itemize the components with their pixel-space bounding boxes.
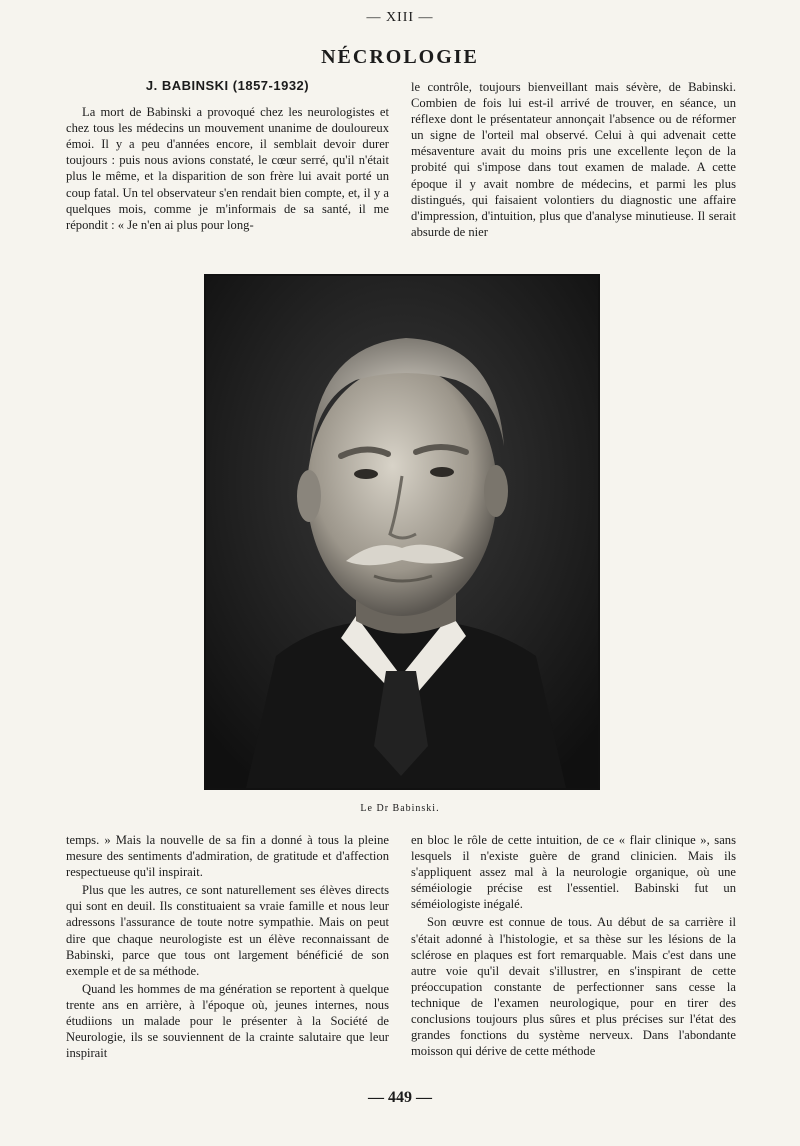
portrait-photo xyxy=(204,274,600,790)
column-top-left xyxy=(66,78,389,233)
paragraph: Quand les hommes de ma génération se reportent à quelque trente ans en arrière, à l'époque où, jeunes internes, nous étudiions un malade pour le présenter à la Société de Neurologie, ils se souviennent de la crainte salutaire que leur inspirait xyxy=(66,981,389,1061)
photo-caption: Le Dr Babinski. xyxy=(360,803,440,814)
column-bottom-right xyxy=(411,832,736,1059)
paragraph-continuation: le contrôle, toujours bienveillant mais sévère, de Babinski. Combien de fois lui est-il arrivé de trouver, en séance, un réflexe dont le présentateur annonçait l'absence ou de réformer un signe de l'orteil mal observé. Celui à qui advenait cette mésaventure avait du moins pris une excellente leçon de la probité qui s'impose dans tout examen de malade. A cette époque il y avait nombre de médecins, et parmi les plus distingués, qui faisaient volontiers du diagnostic une affaire d'impression, d'intuition, plus que d'analyse minutieuse. Il serait absurde de nier xyxy=(411,80,736,239)
roman-page-number: — XIII — xyxy=(366,10,434,25)
page-number: — 449 — xyxy=(368,1089,432,1106)
paragraph: Son œuvre est connue de tous. Au début de sa carrière il s'était adonné à l'histologie, et sa thèse sur les lésions de la sclérose en plaques est fort remarquable. Mais c'est dans une autre voie qu'il devait s'illustrer, en s'inspirant de cette préoccupation constante de perfectionner sans cesse la technique de l'examen neurologique, pour en tirer des conclusions toujours plus sûres et plus précises sur l'état des grandes fonctions du système nerveux. Dans l'abondante moisson qui dérive de cette méthode xyxy=(411,915,736,1059)
article-heading: J. BABINSKI (1857-1932) xyxy=(145,78,310,93)
portrait-illustration xyxy=(206,276,598,788)
column-top-right xyxy=(411,79,736,240)
paragraph-intro: La mort de Babinski a provoqué chez les neurologistes et chez tous les médecins un mouvement unanime de douloureux émoi. Il y a peu d'années encore, il semblait devoir durer toujours : puis nous avions constaté, le cœur serré, qu'il n'était plus le même, et la disparition de son frère lui avait porté un coup fatal. Un tel observateur s'en rendait bien compte, et, il y a quelques mois, comme je m'informais de sa santé, il me répondit : « Je n'en ai plus pour long- xyxy=(66,105,389,232)
section-title: NÉCROLOGIE xyxy=(321,46,479,68)
paragraph: Plus que les autres, ce sont naturellement ses élèves directs qui sont en deuil. Ils constituaient sa vraie famille et nous leur adressons l'assurance de toute notre sympathie. Mais on peut dire que chaque neurologiste est un élève reconnaissant de Babinski, parce que tous ont largement bénéficié de son exemple et de sa méthode. xyxy=(66,883,389,978)
column-bottom-left xyxy=(66,832,389,1061)
paragraph: temps. » Mais la nouvelle de sa fin a donné à tous la pleine mesure des sentiments d'admiration, de gratitude et d'affection respectueuse qu'il inspirait. xyxy=(66,833,389,880)
paragraph: en bloc le rôle de cette intuition, de ce « flair clinique », sans lesquels il n'existe guère de grand clinicien. Mais ils s'appliquent assez mal à la neurologie organique, où une séméiologie précise est l'essentiel. Babinski fut un séméiologiste inégalé. xyxy=(411,833,736,912)
